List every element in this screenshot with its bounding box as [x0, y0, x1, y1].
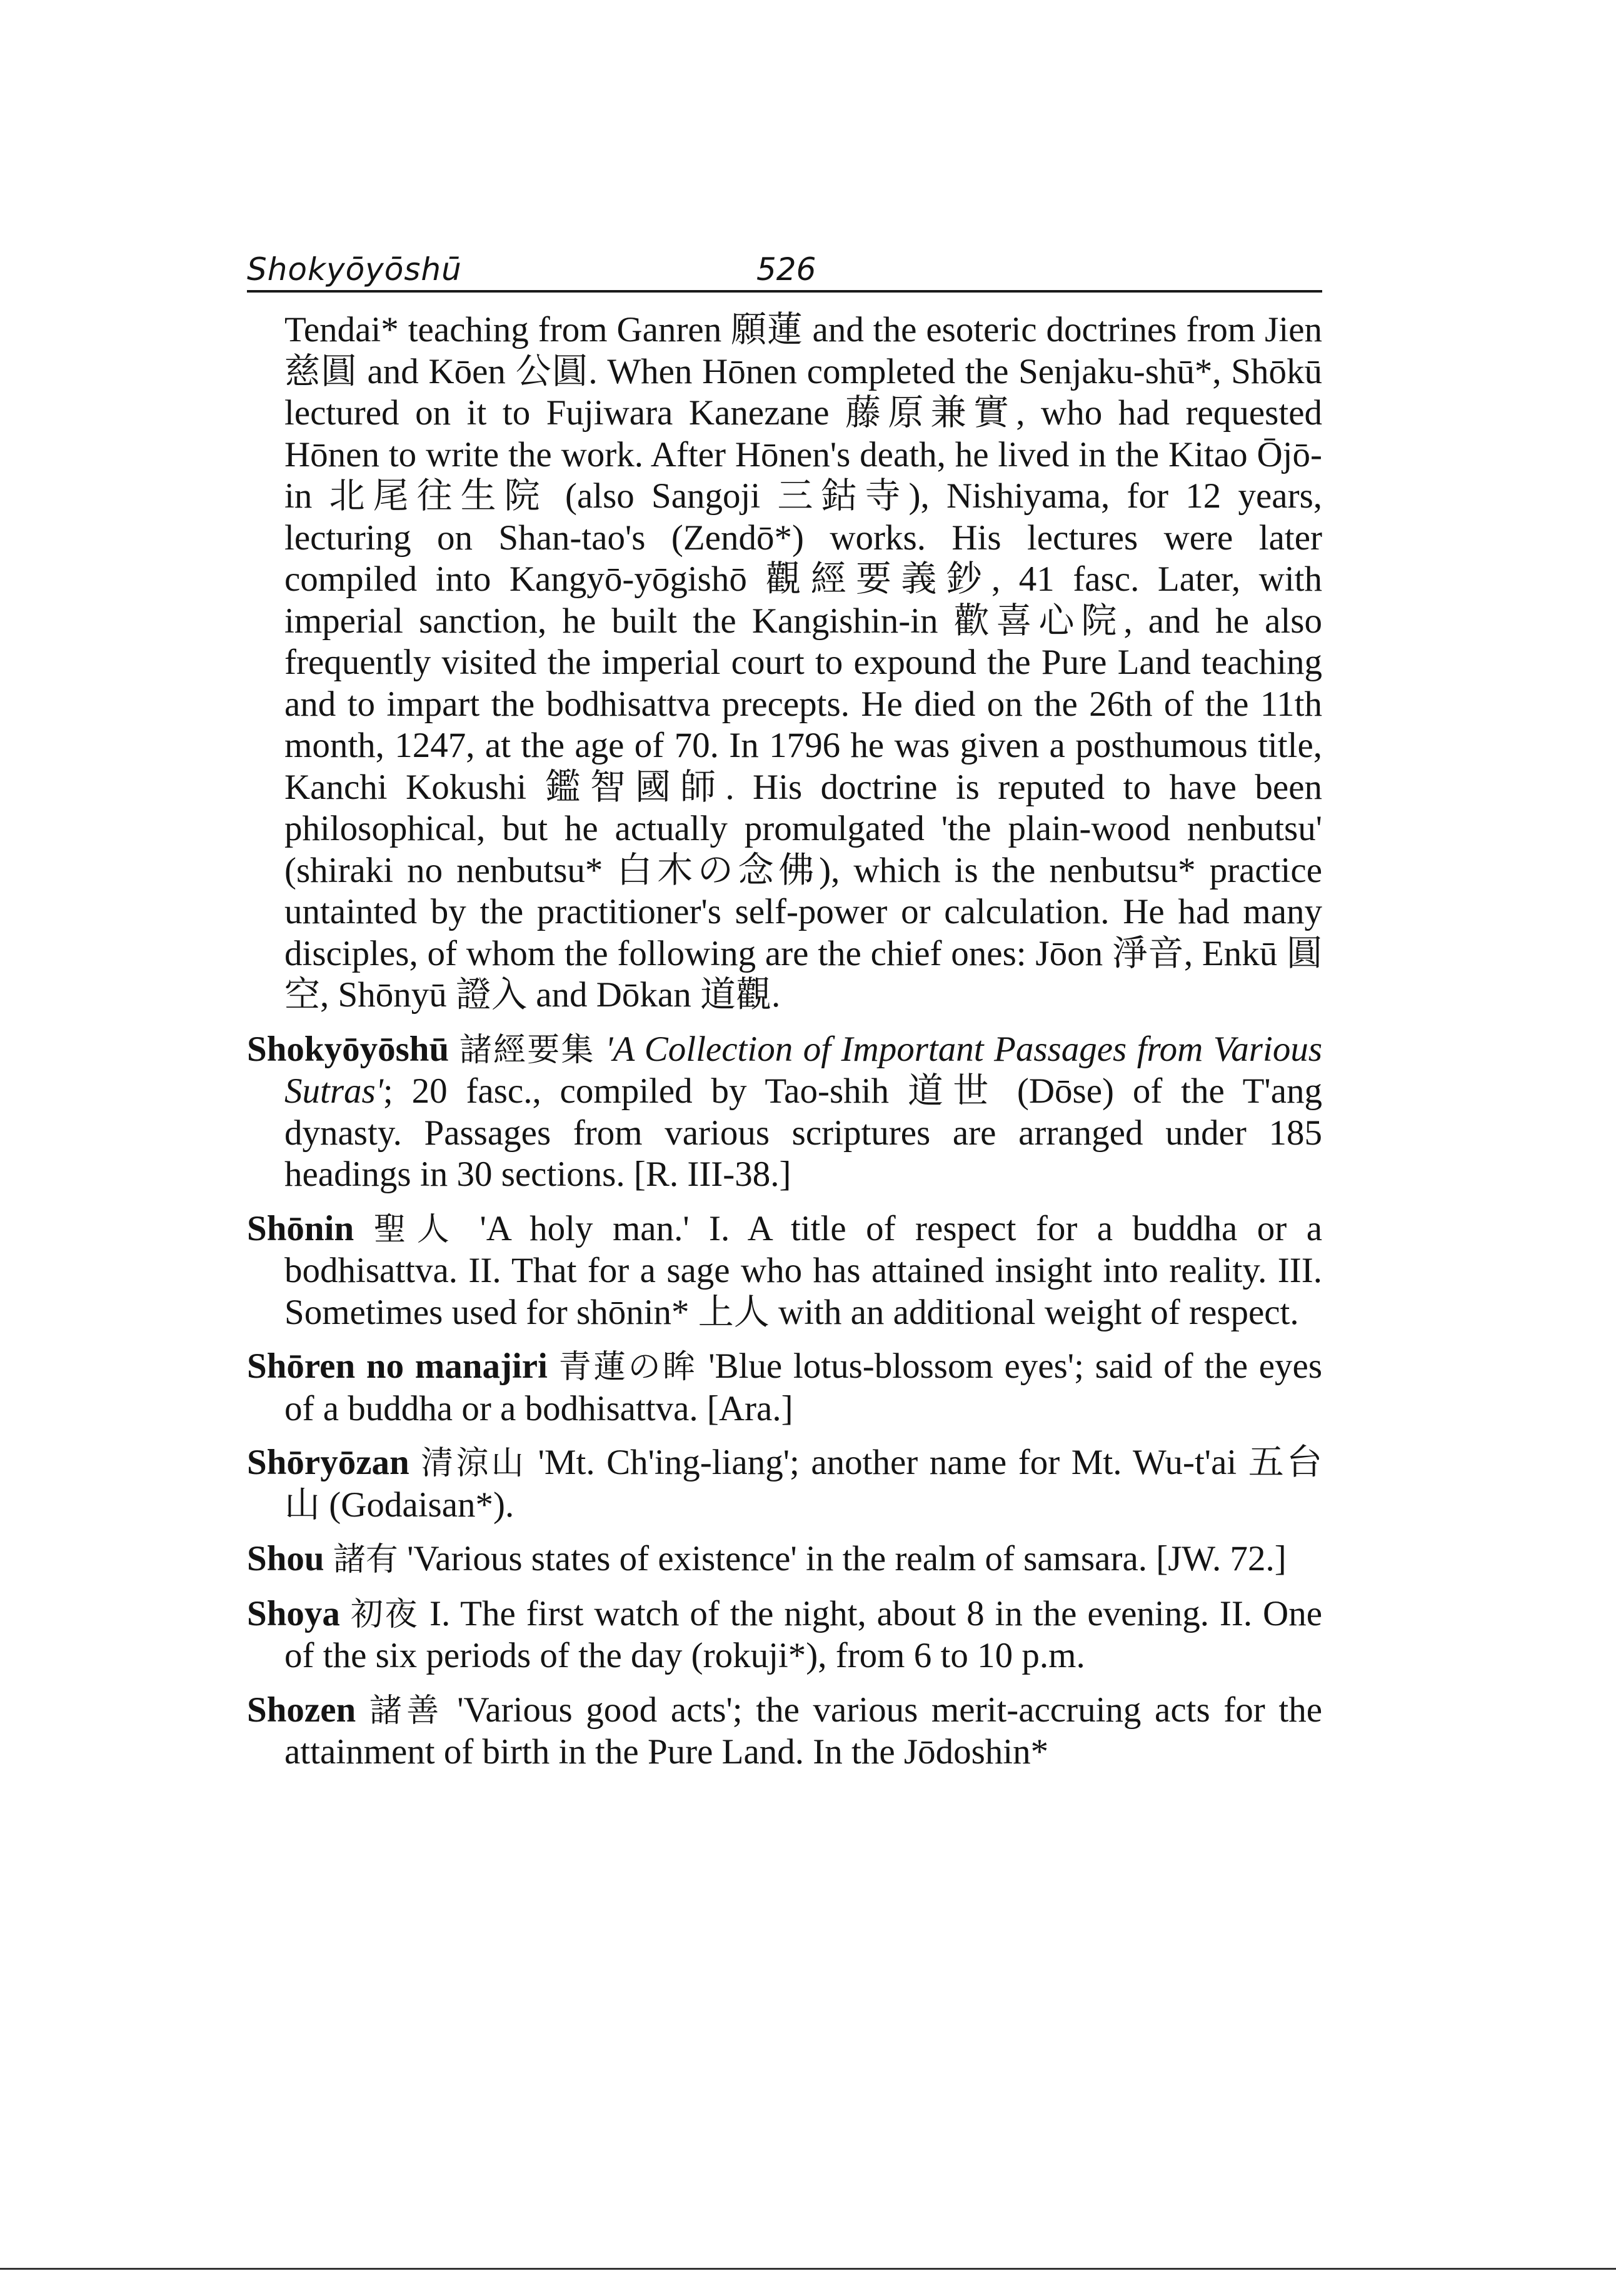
- entry-headword: Shōryōzan: [247, 1443, 409, 1482]
- entry-body: 'Various states of existence' in the realm of samsara. [JW. 72.]: [407, 1539, 1287, 1578]
- entry-kanji: 初夜: [350, 1595, 419, 1633]
- entry-kanji: 青蓮の眸: [558, 1348, 698, 1386]
- dictionary-entry-shoryozan: [247, 1442, 1322, 1526]
- entry-body: 'Mt. Ch'ing-liang'; another name for Mt. Wu-t'ai 五台山 (Godaisan*).: [284, 1443, 1322, 1525]
- page-number: 526: [756, 251, 816, 288]
- dictionary-entry-shou: [247, 1538, 1322, 1581]
- entry-translation: 'A Collection of Important Passages from Various Sutras': [284, 1029, 1322, 1111]
- entry-headword: Shōnin: [247, 1208, 354, 1248]
- scan-edge-line: [0, 2268, 1616, 2270]
- continuation-paragraph: [247, 309, 1322, 1016]
- entry-body: I. The first watch of the night, about 8 in the evening. II. One of the six periods of the day (rokuji*), from 6 to 10 p.m.: [284, 1593, 1322, 1675]
- dictionary-entry-shonin: [247, 1208, 1322, 1334]
- entry-kanji: 諸善: [369, 1692, 444, 1730]
- dictionary-entry-shokyoyoshu: [247, 1029, 1322, 1196]
- dictionary-entry-shoren-no-manajiri: [247, 1346, 1322, 1430]
- entry-body: ; 20 fasc., compiled by Tao-shih 道世 (Dōse) of the T'ang dynasty. Passages from various scriptures are arranged under 185 headings in 30 sections. [R. III-38.]: [284, 1071, 1322, 1194]
- header-rule: [247, 290, 1322, 293]
- entry-headword: Shōren no manajiri: [247, 1346, 548, 1386]
- entry-body: 'Blue lotus-blossom eyes'; said of the eyes of a buddha or a bodhisattva. [Ara.]: [284, 1346, 1322, 1428]
- entry-headword: Shokyōyōshū: [247, 1029, 449, 1069]
- entry-headword: Shozen: [247, 1690, 356, 1730]
- page-body: [247, 309, 1322, 1773]
- running-head: Shokyōyōshū: [247, 251, 462, 288]
- page-header: [247, 243, 1322, 293]
- dictionary-entry-shoya: [247, 1593, 1322, 1677]
- dictionary-entry-shozen: [247, 1690, 1322, 1773]
- entry-headword: Shou: [247, 1539, 324, 1578]
- entry-body: 'A holy man.' I. A title of respect for a buddha or a bodhisattva. II. That for a sage who has attained insight into reality. III. Sometimes used for shōnin* 上人 with an additional weight of respect.: [284, 1208, 1322, 1332]
- entry-headword: Shoya: [247, 1593, 340, 1633]
- continuation-text: Tendai* teaching from Ganren 願蓮 and the esoteric doctrines from Jien 慈圓 and Kōen 公圓. When Hōnen completed the Senjaku-shū*, Shōkū lectured on it to Fujiwara Kanezane 藤原兼實, who had requested Hōnen to write the work. After Hōnen's death, he lived in the Kitao Ōjō-in 北尾往生院 (also Sangoji 三鈷寺), Nishiyama, for 12 years, lecturing on Shan-tao's (Zendō*) works. His lectures were later compiled into Kangyō-yōgishō 觀經要義鈔, 41 fasc. Later, with imperial sanction, he built the Kangishin-in 歡喜心院, and he also frequently visited the imperial court to expound the Pure Land teaching and to impart the bodhisattva precepts. He died on the 26th of the 11th month, 1247, at the age of 70. In 1796 he was given a posthumous title, Kanchi Kokushi 鑑智國師. His doctrine is reputed to have been philosophical, but he actually promulgated 'the plain-wood nenbutsu' (shiraki no nenbutsu* 白木の念佛), which is the nenbutsu* practice untainted by the practitioner's self-power or calculation. He had many disciples, of whom the following are the chief ones: Jōon 淨音, Enkū 圓空, Shōnyū 證入 and Dōkan 道觀.: [284, 310, 1322, 1015]
- entry-body: 'Various good acts'; the various merit-accruing acts for the attainment of birth in the Pure Land. In the Jōdoshin*: [284, 1690, 1322, 1772]
- entry-kanji: 聖人: [373, 1210, 460, 1248]
- entry-kanji: 諸有: [333, 1541, 398, 1578]
- entry-kanji: 清涼山: [421, 1445, 527, 1482]
- entry-kanji: 諸經要集: [459, 1031, 595, 1069]
